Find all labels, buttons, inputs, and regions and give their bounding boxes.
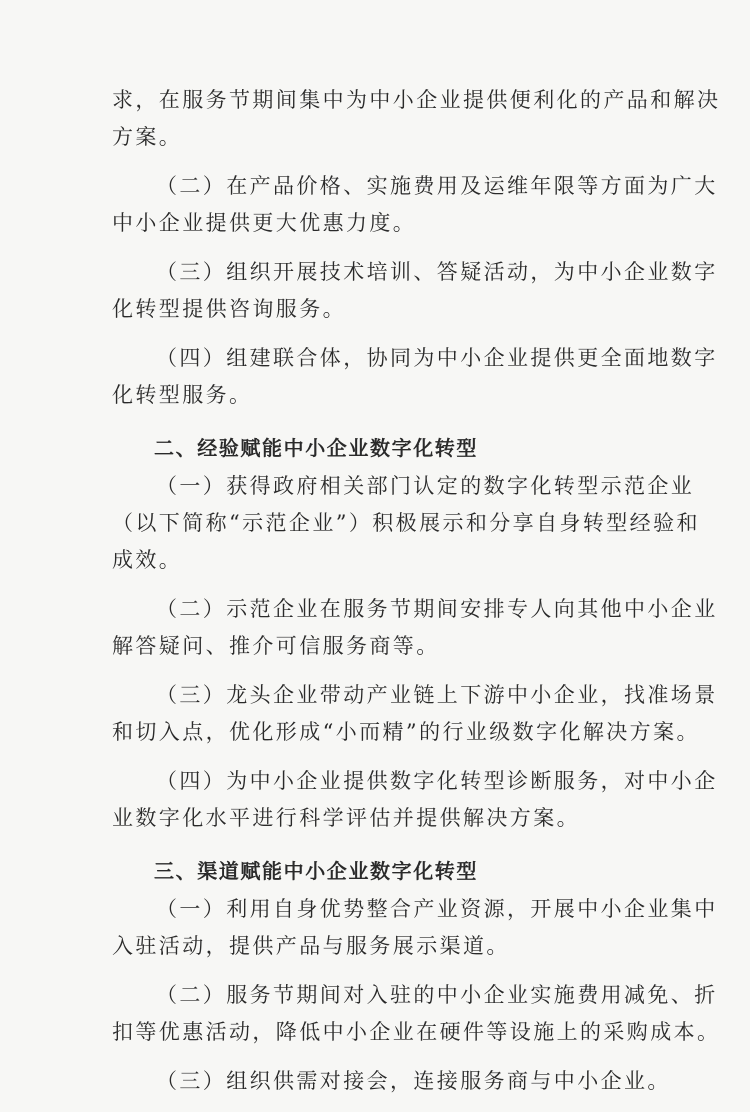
paragraph — [112, 340, 718, 414]
section-heading: 三、渠道赋能中小企业数字化转型 — [154, 859, 478, 883]
paragraph — [112, 82, 721, 156]
text-line: （四）组建联合体，协同为中小企业提供更全面地数字 — [156, 346, 718, 370]
text-line: 解答疑问、推介可信服务商等。 — [112, 634, 440, 658]
text-line: 入驻活动，提供产品与服务展示渠道。 — [112, 934, 510, 958]
paragraph — [112, 977, 721, 1051]
text-line: （二）在产品价格、实施费用及运维年限等方面为广大 — [156, 174, 718, 198]
text-line: （三）组织供需对接会，连接服务商与中小企业。 — [156, 1069, 671, 1093]
paragraph — [112, 468, 700, 579]
text-line: 化转型提供咨询服务。 — [112, 297, 346, 321]
text-line: 成效。 — [112, 548, 183, 572]
text-line: （三）龙头企业带动产业链上下游中小企业，找准场景 — [156, 683, 718, 707]
text-line: （二）服务节期间对入驻的中小企业实施费用减免、折 — [156, 983, 718, 1007]
text-line: （一）获得政府相关部门认定的数字化转型示范企业 — [156, 474, 695, 498]
text-line: 化转型服务。 — [112, 383, 253, 407]
text-line: 业数字化水平进行科学评估并提供解决方案。 — [112, 806, 580, 830]
document-body — [112, 82, 721, 1112]
text-line: 中小企业提供更大优惠力度。 — [112, 211, 417, 235]
text-line: 和切入点，优化形成“小而精”的行业级数字化解决方案。 — [112, 720, 700, 744]
section-heading: 二、经验赋能中小企业数字化转型 — [154, 436, 478, 460]
paragraph — [112, 591, 718, 665]
paragraph — [112, 891, 718, 965]
text-line: （一）利用自身优势整合产业资源，开展中小企业集中 — [156, 897, 718, 921]
paragraph — [112, 1063, 671, 1100]
text-line: 方案。 — [112, 125, 183, 149]
text-line: （二）示范企业在服务节期间安排专人向其他中小企业 — [156, 597, 718, 621]
text-line: （以下简称“示范企业”）积极展示和分享自身转型经验和 — [112, 511, 700, 535]
text-line: （四）为中小企业提供数字化转型诊断服务，对中小企 — [156, 769, 718, 793]
paragraph — [112, 254, 718, 328]
text-line: 扣等优惠活动，降低中小企业在硬件等设施上的采购成本。 — [112, 1020, 721, 1044]
text-line: （三）组织开展技术培训、答疑活动，为中小企业数字 — [156, 260, 718, 284]
paragraph — [112, 677, 718, 751]
text-line: 求，在服务节期间集中为中小企业提供便利化的产品和解决 — [112, 88, 721, 112]
paragraph — [112, 763, 718, 837]
paragraph — [112, 168, 718, 242]
